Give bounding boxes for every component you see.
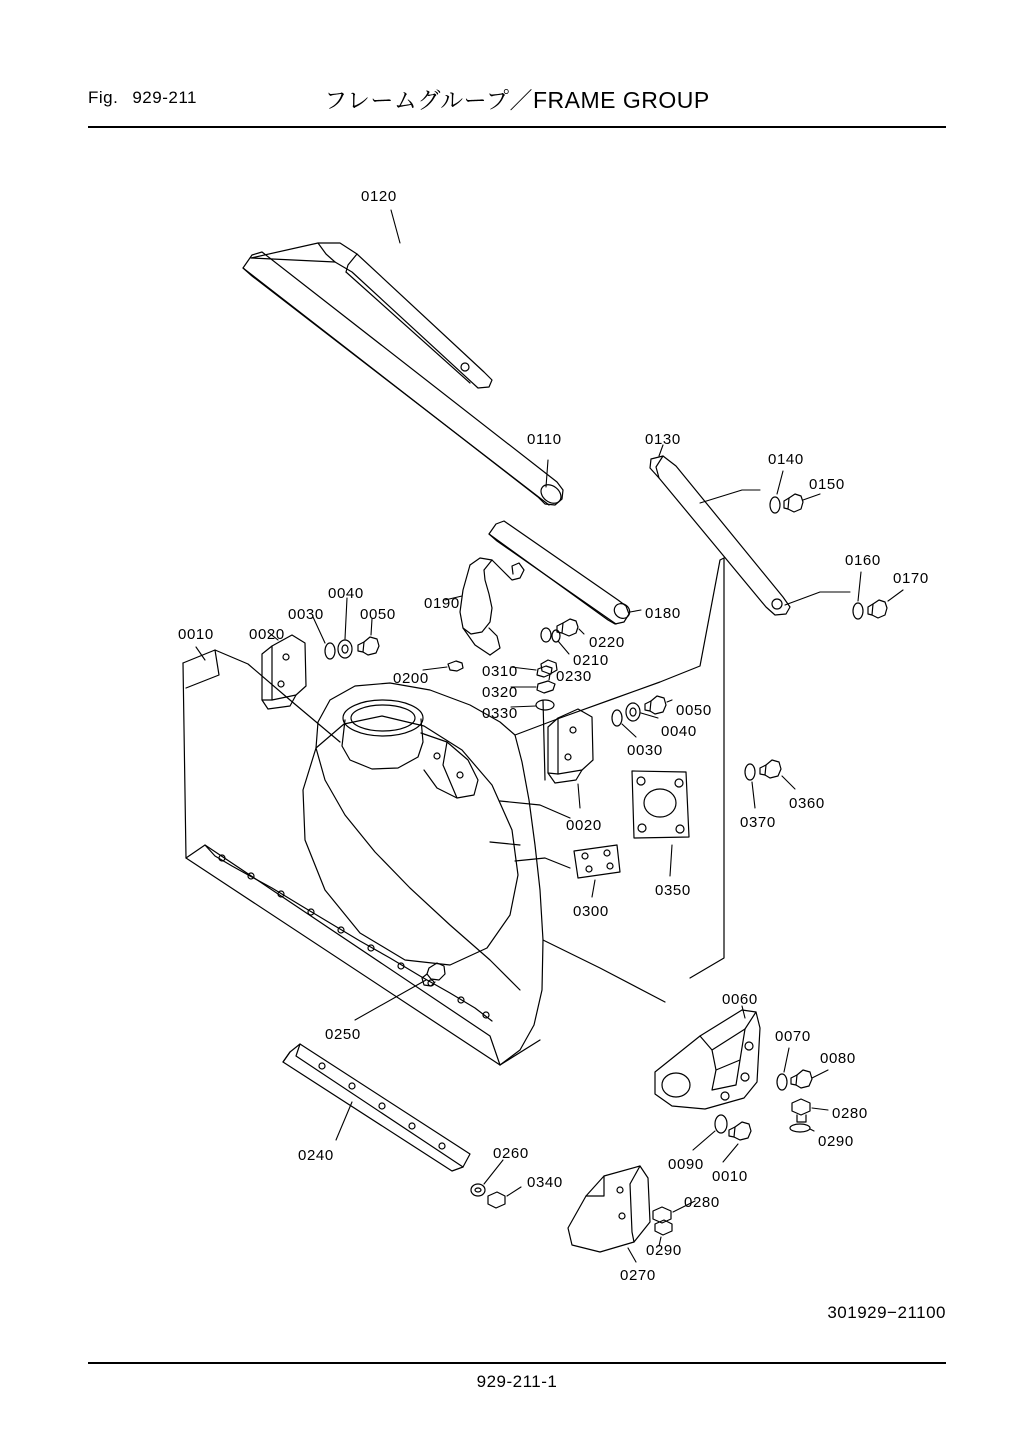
callout-0060: 0060 [722, 991, 758, 1008]
part-0260-washer [471, 1160, 503, 1196]
callout-0040: 0040 [328, 585, 364, 602]
figure-number: 929-211 [132, 88, 197, 107]
callout-0280: 0280 [832, 1105, 868, 1122]
callout-0160: 0160 [845, 552, 881, 569]
callout-0220: 0220 [589, 634, 625, 651]
callout-0180: 0180 [645, 605, 681, 622]
part-0040-washer-left [338, 598, 352, 658]
callout-0320: 0320 [482, 684, 518, 701]
callout-0290: 0290 [646, 1242, 682, 1259]
part-0180-shaft [489, 521, 641, 624]
part-0270-skid-shoe [568, 1166, 650, 1262]
callout-0080: 0080 [820, 1050, 856, 1067]
part-0030-washer-right [612, 710, 636, 737]
callout-0140: 0140 [768, 451, 804, 468]
callout-0150: 0150 [809, 476, 845, 493]
part-0250-bolt [355, 963, 445, 1020]
callout-0290: 0290 [818, 1133, 854, 1150]
callout-0240: 0240 [298, 1147, 334, 1164]
part-0020-right-bracket [548, 709, 593, 808]
part-0150-bolt [784, 494, 820, 512]
callout-0310: 0310 [482, 663, 518, 680]
part-0130-support-arm [650, 445, 850, 615]
callout-0270: 0270 [620, 1267, 656, 1284]
callout-0170: 0170 [893, 570, 929, 587]
part-0020-left-bracket [262, 632, 306, 709]
callout-0350: 0350 [655, 882, 691, 899]
callout-0210: 0210 [573, 652, 609, 669]
callout-0230: 0230 [556, 668, 592, 685]
callout-0010: 0010 [178, 626, 214, 643]
figure-word: Fig. [88, 88, 119, 107]
part-0110-tube [243, 252, 565, 507]
part-0370-washer [745, 764, 755, 808]
callout-0200: 0200 [393, 670, 429, 687]
part-0080-bolt [791, 1070, 828, 1088]
callout-0370: 0370 [740, 814, 776, 831]
part-0070-washer [777, 1048, 789, 1090]
part-0010-bolt-lower [723, 1122, 751, 1162]
part-0200-pin [423, 661, 463, 671]
drawing-number: 301929−21100 [827, 1303, 946, 1322]
callout-0120: 0120 [361, 188, 397, 205]
callout-0010: 0010 [712, 1168, 748, 1185]
callout-0070: 0070 [775, 1028, 811, 1045]
part-0360-bolt [760, 760, 795, 789]
part-0300-small-plate [574, 845, 620, 897]
callout-0090: 0090 [668, 1156, 704, 1173]
page-title: フレームグループ／FRAME GROUP [324, 87, 710, 113]
part-0050-bolt-right [645, 696, 672, 714]
page-number: 929-211-1 [476, 1372, 558, 1391]
part-0170-bolt [868, 590, 903, 618]
callout-0030: 0030 [627, 742, 663, 759]
callout-0020: 0020 [566, 817, 602, 834]
part-0140-washer [770, 471, 783, 513]
part-0220-bolt [557, 619, 584, 636]
callout-0330: 0330 [482, 705, 518, 722]
callout-0110: 0110 [527, 431, 562, 448]
callout-0030: 0030 [288, 606, 324, 623]
callout-0050: 0050 [676, 702, 712, 719]
part-0340-nut [488, 1187, 521, 1208]
callout-0020: 0020 [249, 626, 285, 643]
footer-divider [88, 1362, 946, 1364]
part-0050-bolt-left [358, 619, 379, 655]
part-0160-washer [853, 572, 863, 619]
callout-0130: 0130 [645, 431, 681, 448]
callout-0050: 0050 [360, 606, 396, 623]
part-0040-washer-right [626, 703, 658, 721]
callout-0250: 0250 [325, 1026, 361, 1043]
callout-0280: 0280 [684, 1194, 720, 1211]
part-0120-upper-brace [251, 210, 492, 388]
part-0060-runner [655, 1006, 760, 1109]
part-0210-washer [541, 628, 569, 654]
part-0090-washer [693, 1115, 727, 1150]
callout-0040: 0040 [661, 723, 697, 740]
part-0290-washer-upper [790, 1124, 814, 1132]
part-0030-washer-left [313, 617, 335, 659]
callout-0190: 0190 [424, 595, 460, 612]
part-0350-flange-plate [632, 771, 689, 876]
callout-0360: 0360 [789, 795, 825, 812]
callout-0300: 0300 [573, 903, 609, 920]
part-0280-nut-upper [792, 1099, 828, 1122]
callout-0260: 0260 [493, 1145, 529, 1162]
callout-0340: 0340 [527, 1174, 563, 1191]
